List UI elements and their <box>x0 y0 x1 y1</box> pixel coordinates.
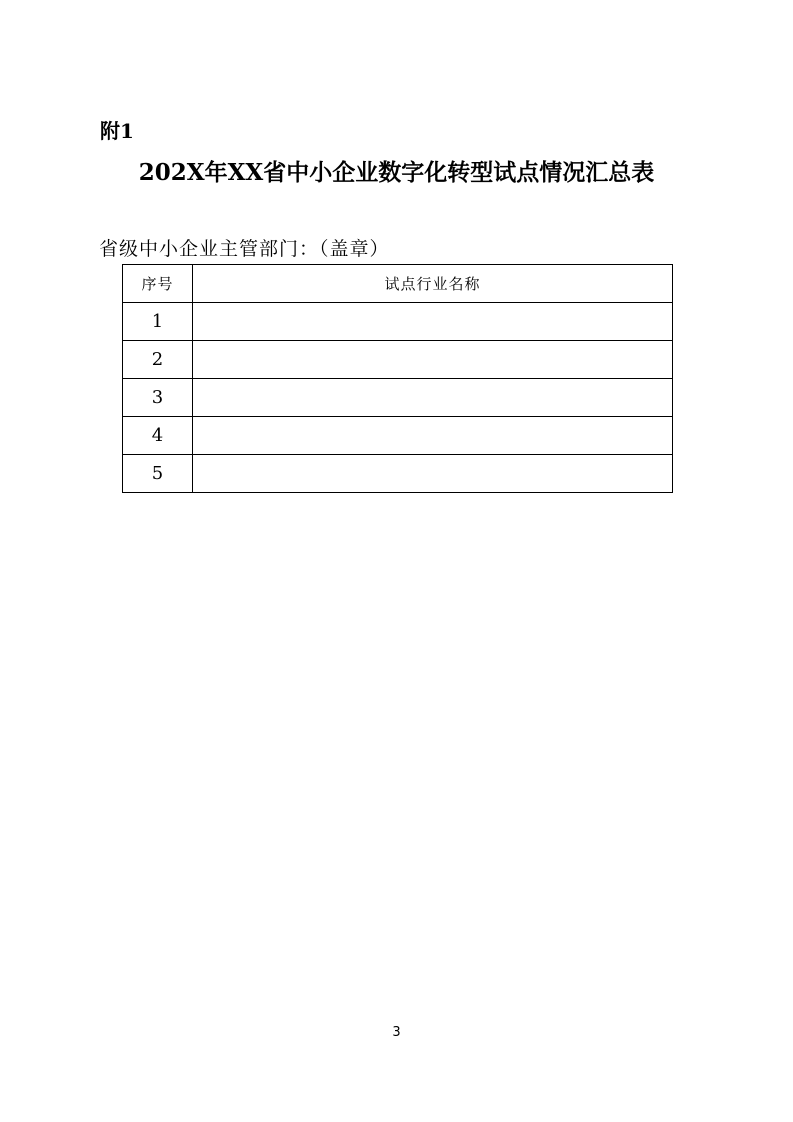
row-industry-name-cell[interactable] <box>193 417 673 455</box>
row-sequence-number: 4 <box>123 417 193 455</box>
pilot-summary-table <box>122 264 673 493</box>
document-title: 202X年XX省中小企业数字化转型试点情况汇总表 <box>138 159 655 186</box>
page-number: 3 <box>392 1025 401 1040</box>
row-sequence-number: 1 <box>123 303 193 341</box>
header-pilot-industry-name: 试点行业名称 <box>193 265 673 303</box>
row-industry-name-cell[interactable] <box>193 379 673 417</box>
table-row <box>123 455 673 493</box>
department-seal-line: 省级中小企业主管部门：（盖章） <box>99 238 390 260</box>
table-row <box>123 341 673 379</box>
row-sequence-number: 3 <box>123 379 193 417</box>
attachment-label: 附1 <box>100 119 134 143</box>
table-row <box>123 379 673 417</box>
table-row <box>123 303 673 341</box>
table-row <box>123 417 673 455</box>
row-industry-name-cell[interactable] <box>193 341 673 379</box>
row-sequence-number: 5 <box>123 455 193 493</box>
row-sequence-number: 2 <box>123 341 193 379</box>
table-header-row <box>123 265 673 303</box>
row-industry-name-cell[interactable] <box>193 303 673 341</box>
row-industry-name-cell[interactable] <box>193 455 673 493</box>
header-sequence-number: 序号 <box>123 265 193 303</box>
